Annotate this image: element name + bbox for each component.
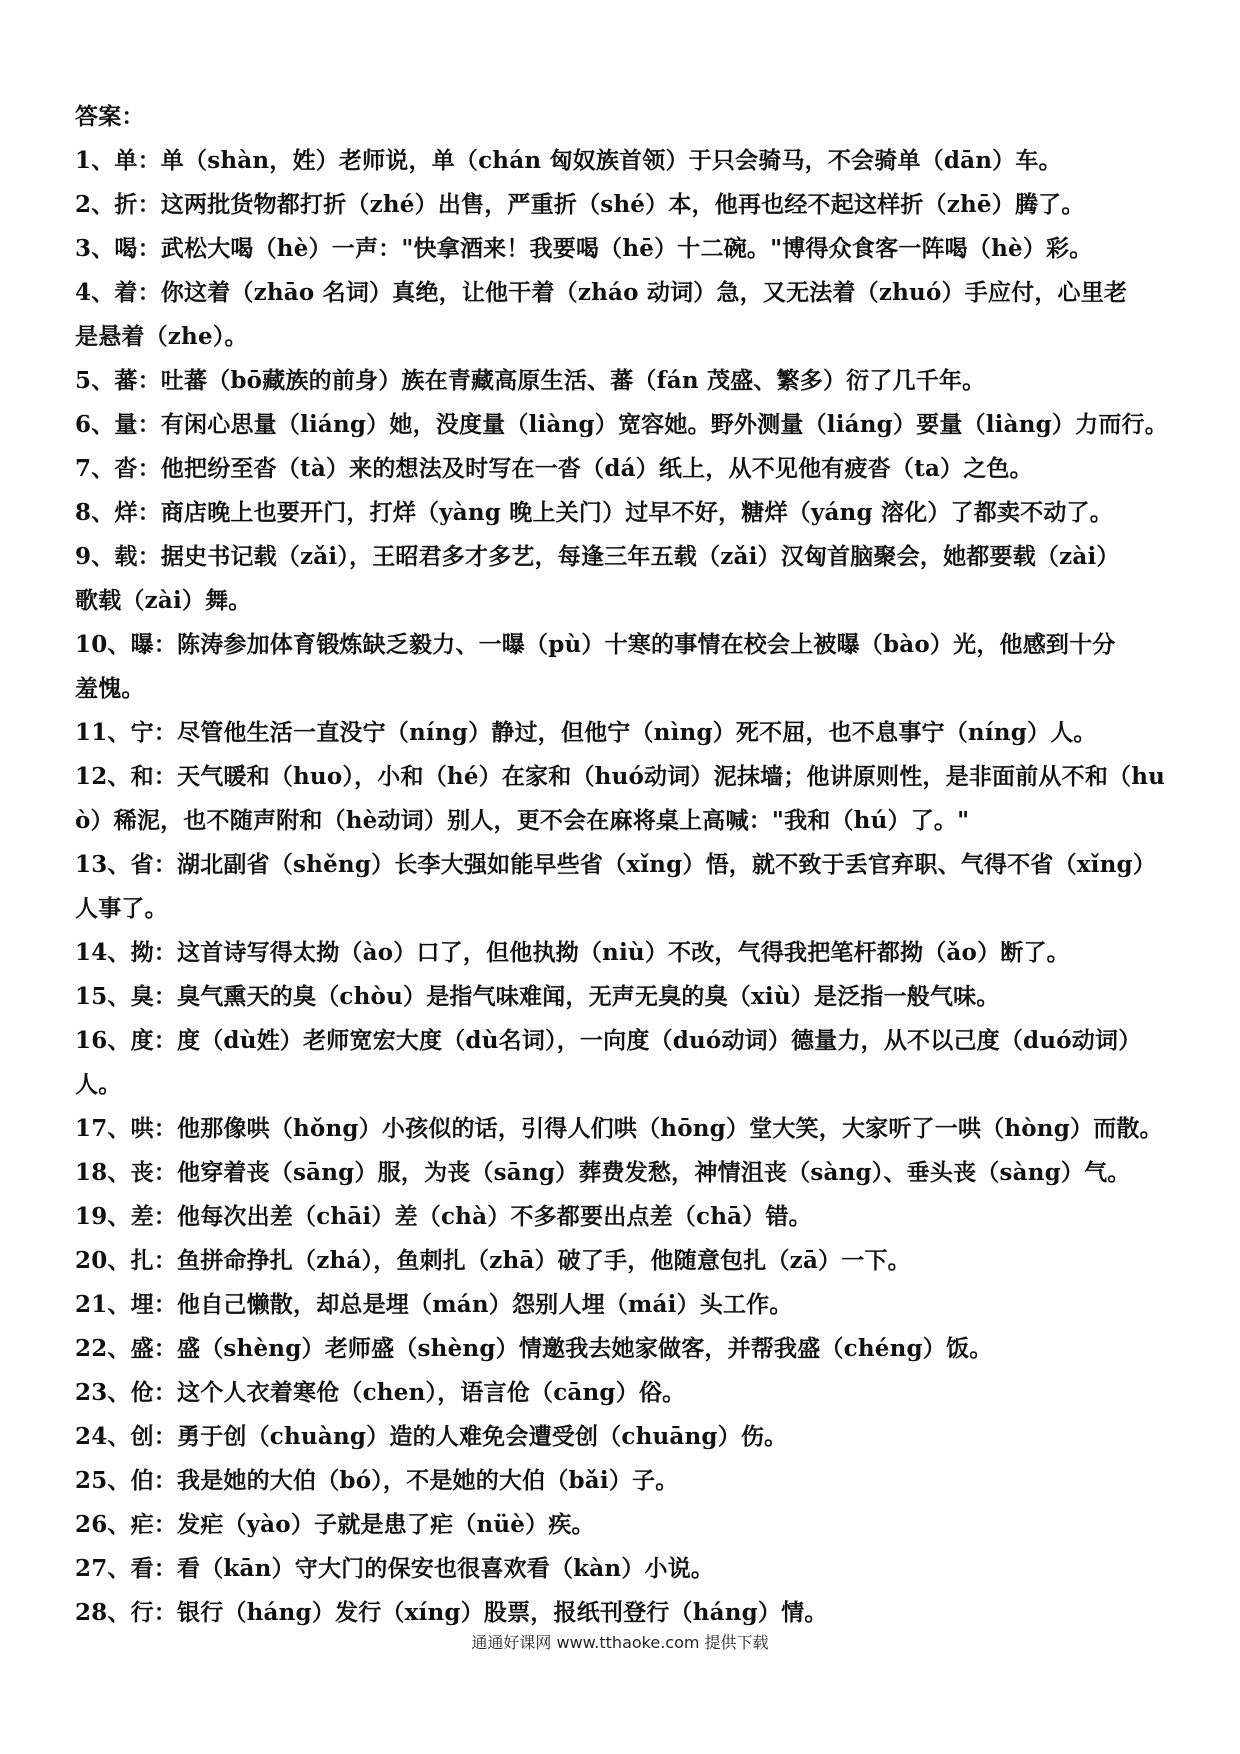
- answer-line: 27、看：看（kān）守大门的保安也很喜欢看（kàn）小说。: [75, 1555, 715, 1582]
- answer-document: [75, 95, 1175, 1635]
- answer-line: 21、埋：他自己懒散，却总是埋（mán）怨别人埋（mái）头工作。: [75, 1291, 793, 1318]
- answer-line: 14、拗：这首诗写得太拗（ào）口了，但他执拗（niù）不改，气得我把笔杆都拗（ǎo）断了。: [75, 939, 1070, 966]
- answer-line: 3、喝：武松大喝（hè）一声："快拿酒来！我要喝（hē）十二碗。"博得众食客一阵喝（hè）彩。: [75, 235, 1093, 262]
- answer-lines: [75, 139, 1175, 1635]
- answer-line: 10、曝：陈涛参加体育锻炼缺乏毅力、一曝（pù）十寒的事情在校会上被曝（bào）光，他感到十分: [75, 631, 1116, 658]
- answer-line: 26、疟：发疟（yào）子就是患了疟（nüè）疾。: [75, 1511, 595, 1538]
- answer-line: 7、沓：他把纷至沓（tà）来的想法及时写在一沓（dá）纸上，从不见他有疲沓（ta）之色。: [75, 455, 1033, 482]
- answer-line: 12、和：天气暖和（huo），小和（hé）在家和（huó动词）泥抹墙；他讲原则性，是非面前从不和（hu: [75, 763, 1166, 790]
- answer-line: 羞愧。: [75, 675, 145, 702]
- answer-line: 人。: [75, 1071, 122, 1098]
- answer-line: 4、着：你这着（zhāo 名词）真绝，让他干着（zháo 动词）急，又无法着（zhuó）手应付，心里老: [75, 279, 1128, 306]
- answer-line: 13、省：湖北副省（shěng）长李大强如能早些省（xǐng）悟，就不致于丢官弃职、气得不省（xǐng）: [75, 851, 1157, 878]
- answer-line: 18、丧：他穿着丧（sāng）服，为丧（sāng）葬费发愁，神情沮丧（sàng）、垂头丧（sàng）气。: [75, 1159, 1131, 1186]
- answer-line: 11、宁：尽管他生活一直没宁（níng）静过，但他宁（nìng）死不屈，也不息事宁（níng）人。: [75, 719, 1097, 746]
- answer-line: 9、载：据史书记载（zǎi），王昭君多才多艺，每逢三年五载（zǎi）汉匈首脑聚会，她都要载（zài）: [75, 543, 1120, 570]
- answer-line: 6、量：有闲心思量（liáng）她，没度量（liàng）宽容她。野外测量（liáng）要量（liàng）力而行。: [75, 411, 1168, 438]
- answer-line: 是悬着（zhe）。: [75, 323, 248, 350]
- answer-line: 歌载（zài）舞。: [75, 587, 252, 614]
- answer-line: ò）稀泥，也不随声附和（hè动词）别人，更不会在麻将桌上高喊："我和（hú）了。": [75, 807, 970, 834]
- answer-line: 20、扎：鱼拼命挣扎（zhá），鱼刺扎（zhā）破了手，他随意包扎（zā）一下。: [75, 1247, 911, 1274]
- answer-line: 25、伯：我是她的大伯（bó），不是她的大伯（bǎi）子。: [75, 1467, 679, 1494]
- answer-line: 8、烊：商店晚上也要开门，打烊（yàng 晚上关门）过早不好，糖烊（yáng 溶化）了都卖不动了。: [75, 499, 1113, 526]
- answer-line: 人事了。: [75, 895, 168, 922]
- answer-line: 15、臭：臭气熏天的臭（chòu）是指气味难闻，无声无臭的臭（xiù）是泛指一般气味。: [75, 983, 1000, 1010]
- answer-line: 17、哄：他那像哄（hǒng）小孩似的话，引得人们哄（hōng）堂大笑，大家听了一哄（hòng）而散。: [75, 1115, 1163, 1142]
- answer-line: 23、伧：这个人衣着寒伧（chen），语言伧（cāng）俗。: [75, 1379, 686, 1406]
- answer-line: 1、单：单（shàn，姓）老师说，单（chán 匈奴族首领）于只会骑马，不会骑单（dān）车。: [75, 147, 1062, 174]
- answer-line: 19、差：他每次出差（chāi）差（chà）不多都要出点差（chā）错。: [75, 1203, 812, 1230]
- footer-download-note: 通通好课网 www.tthaoke.com 提供下载: [471, 1633, 769, 1652]
- answer-heading: 答案：: [75, 103, 145, 130]
- answer-line: 16、度：度（dù姓）老师宽宏大度（dù名词），一向度（duó动词）德量力，从不以己度（duó动词）: [75, 1027, 1142, 1054]
- answer-line: 24、创：勇于创（chuàng）造的人难免会遭受创（chuāng）伤。: [75, 1423, 788, 1450]
- answer-line: 22、盛：盛（shèng）老师盛（shèng）情邀我去她家做客，并帮我盛（chéng）饭。: [75, 1335, 993, 1362]
- answer-line: 28、行：银行（háng）发行（xíng）股票，报纸刊登行（háng）情。: [75, 1599, 828, 1626]
- answer-line: 2、折：这两批货物都打折（zhé）出售，严重折（shé）本，他再也经不起这样折（zhē）腾了。: [75, 191, 1085, 218]
- answer-line: 5、蕃：吐蕃（bō藏族的前身）族在青藏高原生活、蕃（fán 茂盛、繁多）衍了几千年。: [75, 367, 986, 394]
